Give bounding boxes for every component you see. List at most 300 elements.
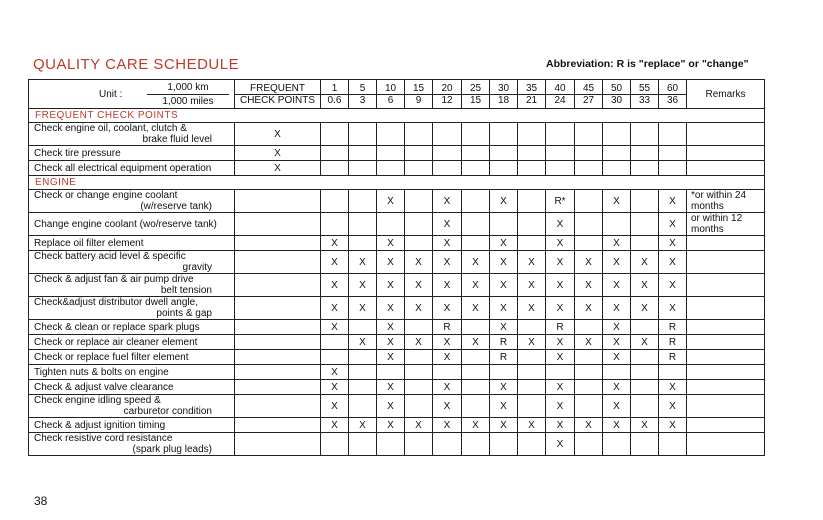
interval-mark-cell: X xyxy=(659,251,687,274)
interval-mark-cell xyxy=(405,146,433,161)
interval-mark-cell xyxy=(349,161,377,176)
interval-mark-cell xyxy=(349,190,377,213)
interval-mark-cell xyxy=(349,236,377,251)
table-row xyxy=(29,274,765,297)
interval-mark-cell: X xyxy=(377,236,405,251)
interval-mark-cell: X xyxy=(377,251,405,274)
interval-mark-cell: X xyxy=(349,274,377,297)
interval-header-cell xyxy=(349,80,377,109)
header-row xyxy=(29,80,765,109)
miles-unit-label: 1,000 miles xyxy=(162,96,214,107)
interval-mark-cell: X xyxy=(405,297,433,320)
interval-mark-cell xyxy=(462,123,490,146)
remarks-cell xyxy=(687,365,765,380)
interval-mark-cell: R* xyxy=(546,190,575,213)
interval-mark-cell xyxy=(349,320,377,335)
interval-mark-cell: X xyxy=(603,274,631,297)
interval-header-cell xyxy=(433,80,462,109)
frequent-check-cell xyxy=(235,433,321,456)
table-row xyxy=(29,297,765,320)
remarks-cell: or within 12 months xyxy=(687,213,765,236)
interval-mark-cell xyxy=(575,395,603,418)
interval-mark-cell xyxy=(659,433,687,456)
interval-mark-cell: X xyxy=(575,274,603,297)
item-description-line1: Check or replace air cleaner element xyxy=(34,336,198,348)
interval-mark-cell: X xyxy=(546,297,575,320)
item-description xyxy=(29,350,235,365)
interval-mark-cell: X xyxy=(546,213,575,236)
interval-km-value: 40 xyxy=(546,83,574,95)
interval-mark-cell xyxy=(462,433,490,456)
section-header-row xyxy=(29,176,765,190)
interval-mile-value: 36 xyxy=(666,94,679,106)
interval-mark-cell: X xyxy=(490,297,518,320)
interval-mark-cell: X xyxy=(631,418,659,433)
interval-mark-cell: X xyxy=(321,251,349,274)
interval-mark-cell xyxy=(349,380,377,395)
interval-mark-cell xyxy=(631,213,659,236)
interval-mark-cell: X xyxy=(490,251,518,274)
interval-mark-cell xyxy=(659,123,687,146)
interval-mark-cell: X xyxy=(433,236,462,251)
interval-mark-cell xyxy=(405,320,433,335)
interval-mark-cell xyxy=(377,365,405,380)
interval-mark-cell: X xyxy=(405,251,433,274)
interval-mark-cell xyxy=(405,395,433,418)
km-unit-label: 1,000 km xyxy=(147,82,229,95)
interval-mark-cell: X xyxy=(377,418,405,433)
remarks-cell xyxy=(687,395,765,418)
interval-mark-cell xyxy=(377,433,405,456)
interval-mark-cell: R xyxy=(546,320,575,335)
interval-mark-cell xyxy=(462,213,490,236)
interval-mark-cell: X xyxy=(575,418,603,433)
remarks-cell xyxy=(687,146,765,161)
interval-mark-cell xyxy=(377,146,405,161)
interval-mark-cell xyxy=(405,433,433,456)
item-description-line1: Replace oil filter element xyxy=(34,237,144,249)
maintenance-schedule-table xyxy=(28,79,765,456)
interval-mark-cell: X xyxy=(377,274,405,297)
interval-mark-cell: X xyxy=(603,335,631,350)
interval-header-cell xyxy=(631,80,659,109)
interval-km-value: 5 xyxy=(349,83,376,95)
interval-km-value: 20 xyxy=(433,83,461,95)
item-description-line1: Check all electrical equipment operation xyxy=(34,162,212,174)
interval-km-value: 30 xyxy=(490,83,517,95)
interval-mark-cell xyxy=(405,236,433,251)
item-description xyxy=(29,297,235,320)
interval-mark-cell xyxy=(603,433,631,456)
interval-mile-value: 6 xyxy=(387,94,394,106)
table-row xyxy=(29,433,765,456)
item-description-line1: Check & adjust ignition timing xyxy=(34,419,166,431)
interval-mark-cell: X xyxy=(546,251,575,274)
interval-mark-cell: R xyxy=(433,320,462,335)
frequent-check-cell xyxy=(235,335,321,350)
item-description-line2: carburetor condition xyxy=(123,406,212,417)
interval-mark-cell xyxy=(433,123,462,146)
interval-mark-cell xyxy=(349,146,377,161)
interval-mile-value: 24 xyxy=(554,94,566,106)
interval-mark-cell xyxy=(405,190,433,213)
interval-mark-cell xyxy=(518,236,546,251)
interval-mark-cell: X xyxy=(377,297,405,320)
interval-mark-cell xyxy=(631,236,659,251)
remarks-cell xyxy=(687,274,765,297)
interval-mark-cell xyxy=(321,123,349,146)
interval-mark-cell xyxy=(575,433,603,456)
interval-mark-cell xyxy=(546,365,575,380)
interval-mark-cell: X xyxy=(546,335,575,350)
interval-mark-cell xyxy=(575,236,603,251)
interval-mark-cell xyxy=(349,123,377,146)
interval-mark-cell xyxy=(433,161,462,176)
interval-km-value: 10 xyxy=(377,83,404,95)
table-row xyxy=(29,395,765,418)
interval-mark-cell xyxy=(321,146,349,161)
interval-mark-cell xyxy=(575,213,603,236)
interval-mark-cell: R xyxy=(490,350,518,365)
interval-km-value: 45 xyxy=(575,83,602,95)
interval-mark-cell: X xyxy=(603,297,631,320)
interval-mark-cell: X xyxy=(321,365,349,380)
interval-header-cell xyxy=(405,80,433,109)
interval-mile-value: 15 xyxy=(469,94,482,106)
interval-mark-cell: X xyxy=(546,433,575,456)
interval-mark-cell: X xyxy=(631,251,659,274)
frequent-check-cell: X xyxy=(235,161,321,176)
interval-km-value: 15 xyxy=(405,83,432,95)
interval-mark-cell xyxy=(321,213,349,236)
interval-mark-cell xyxy=(631,350,659,365)
interval-mark-cell xyxy=(405,350,433,365)
frequent-check-cell xyxy=(235,380,321,395)
interval-mark-cell xyxy=(377,213,405,236)
item-description xyxy=(29,251,235,274)
interval-mark-cell xyxy=(518,320,546,335)
interval-mark-cell: R xyxy=(659,350,687,365)
interval-mark-cell: X xyxy=(603,350,631,365)
interval-mark-cell: X xyxy=(321,418,349,433)
item-description xyxy=(29,395,235,418)
interval-mark-cell: X xyxy=(603,320,631,335)
interval-mark-cell: X xyxy=(575,335,603,350)
table-row xyxy=(29,161,765,176)
interval-mark-cell xyxy=(377,161,405,176)
interval-mark-cell: X xyxy=(546,236,575,251)
interval-mark-cell xyxy=(349,213,377,236)
interval-km-value: 50 xyxy=(603,83,630,95)
interval-mark-cell: X xyxy=(321,274,349,297)
interval-mile-value: 33 xyxy=(638,94,651,106)
interval-mark-cell xyxy=(518,146,546,161)
interval-mark-cell: X xyxy=(349,251,377,274)
item-description xyxy=(29,433,235,456)
remarks-cell xyxy=(687,418,765,433)
item-description-line1: Check engine idling speed & xyxy=(34,395,161,406)
item-description-line2: (spark plug leads) xyxy=(132,444,212,455)
interval-mark-cell: X xyxy=(462,297,490,320)
interval-mark-cell xyxy=(575,380,603,395)
remarks-cell xyxy=(687,297,765,320)
interval-mark-cell xyxy=(603,213,631,236)
interval-mark-cell: X xyxy=(546,395,575,418)
item-description xyxy=(29,320,235,335)
interval-mark-cell: X xyxy=(462,251,490,274)
interval-mark-cell xyxy=(659,365,687,380)
frequent-check-cell xyxy=(235,274,321,297)
item-description-line1: Check & adjust fan & air pump drive xyxy=(34,274,194,285)
item-description xyxy=(29,274,235,297)
frequent-header-line2: CHECK POINTS xyxy=(239,94,315,106)
interval-mark-cell: X xyxy=(659,236,687,251)
interval-mark-cell: X xyxy=(433,418,462,433)
interval-mark-cell: X xyxy=(490,274,518,297)
interval-km-value: 1 xyxy=(321,83,348,95)
interval-mark-cell: X xyxy=(349,335,377,350)
interval-mark-cell xyxy=(546,161,575,176)
interval-mark-cell xyxy=(377,123,405,146)
remarks-cell xyxy=(687,236,765,251)
interval-mark-cell: X xyxy=(631,335,659,350)
frequent-check-cell xyxy=(235,395,321,418)
table-row xyxy=(29,335,765,350)
interval-mile-value: 0.6 xyxy=(327,94,342,106)
frequent-check-cell xyxy=(235,236,321,251)
interval-mark-cell xyxy=(462,395,490,418)
frequent-check-cell xyxy=(235,350,321,365)
interval-mark-cell xyxy=(462,146,490,161)
item-description-line1: Check & clean or replace spark plugs xyxy=(34,321,200,333)
item-description xyxy=(29,213,235,236)
interval-mark-cell xyxy=(575,190,603,213)
interval-mark-cell xyxy=(490,433,518,456)
item-description xyxy=(29,418,235,433)
interval-mark-cell: X xyxy=(490,395,518,418)
interval-mark-cell: X xyxy=(659,380,687,395)
frequent-header-cell xyxy=(235,80,321,109)
interval-mark-cell: X xyxy=(518,418,546,433)
frequent-check-cell xyxy=(235,251,321,274)
section-title: ENGINE xyxy=(29,176,235,190)
table-row xyxy=(29,146,765,161)
remarks-cell xyxy=(687,380,765,395)
table-row xyxy=(29,213,765,236)
interval-mark-cell: X xyxy=(659,213,687,236)
item-description-line1: Check battery acid level & specific xyxy=(34,251,186,262)
interval-mark-cell xyxy=(603,365,631,380)
frequent-check-cell xyxy=(235,365,321,380)
frequent-check-cell xyxy=(235,418,321,433)
interval-header-cell xyxy=(490,80,518,109)
interval-mile-value: 18 xyxy=(497,94,510,106)
interval-mark-cell xyxy=(631,320,659,335)
interval-mark-cell: X xyxy=(659,274,687,297)
interval-mark-cell: X xyxy=(518,335,546,350)
item-description-line1: Check & adjust valve clearance xyxy=(34,381,174,393)
frequent-check-cell: X xyxy=(235,123,321,146)
item-description xyxy=(29,236,235,251)
interval-mark-cell: X xyxy=(490,418,518,433)
interval-mark-cell: X xyxy=(377,190,405,213)
interval-header-cell xyxy=(462,80,490,109)
table-row xyxy=(29,350,765,365)
remarks-header: Remarks xyxy=(687,80,765,109)
interval-mark-cell xyxy=(405,213,433,236)
interval-mark-cell: X xyxy=(405,274,433,297)
interval-mark-cell: X xyxy=(603,251,631,274)
interval-mark-cell: X xyxy=(433,335,462,350)
interval-mark-cell: X xyxy=(603,236,631,251)
interval-mile-value: 21 xyxy=(525,94,538,106)
frequent-check-cell xyxy=(235,320,321,335)
interval-mark-cell xyxy=(631,433,659,456)
interval-mark-cell xyxy=(518,433,546,456)
interval-header-cell xyxy=(659,80,687,109)
interval-mark-cell xyxy=(603,161,631,176)
interval-mark-cell: X xyxy=(405,418,433,433)
item-description-line2: belt tension xyxy=(160,285,212,296)
interval-mark-cell xyxy=(490,213,518,236)
interval-mark-cell xyxy=(462,365,490,380)
item-description xyxy=(29,380,235,395)
interval-mark-cell: X xyxy=(321,320,349,335)
interval-mark-cell xyxy=(405,380,433,395)
interval-mark-cell xyxy=(321,350,349,365)
interval-mark-cell xyxy=(490,365,518,380)
interval-mark-cell: X xyxy=(603,418,631,433)
interval-km-value: 25 xyxy=(462,83,489,95)
interval-mark-cell xyxy=(631,395,659,418)
table-row xyxy=(29,123,765,146)
item-description-line2: points & gap xyxy=(156,308,212,319)
interval-mark-cell xyxy=(490,161,518,176)
interval-mark-cell xyxy=(631,146,659,161)
interval-mark-cell: X xyxy=(433,213,462,236)
interval-mark-cell: X xyxy=(433,380,462,395)
interval-mark-cell: X xyxy=(321,380,349,395)
item-description-line1: Check&adjust distributor dwell angle, xyxy=(34,297,198,308)
interval-header-cell xyxy=(603,80,631,109)
interval-mark-cell xyxy=(518,123,546,146)
item-description-line1: Check or change engine coolant xyxy=(34,190,178,201)
remarks-cell xyxy=(687,161,765,176)
interval-mark-cell: X xyxy=(490,190,518,213)
interval-mark-cell: X xyxy=(659,297,687,320)
interval-mark-cell: X xyxy=(377,350,405,365)
interval-mark-cell xyxy=(349,350,377,365)
interval-mark-cell xyxy=(518,161,546,176)
interval-mark-cell: X xyxy=(518,274,546,297)
interval-mark-cell xyxy=(546,123,575,146)
interval-mark-cell xyxy=(462,320,490,335)
interval-mile-value: 30 xyxy=(610,94,623,106)
interval-mark-cell: X xyxy=(433,297,462,320)
interval-mark-cell xyxy=(575,320,603,335)
interval-mark-cell: X xyxy=(659,190,687,213)
interval-mark-cell: X xyxy=(462,335,490,350)
interval-mark-cell xyxy=(575,350,603,365)
item-description xyxy=(29,365,235,380)
interval-mark-cell xyxy=(546,146,575,161)
section-title: FREQUENT CHECK POINTS xyxy=(29,109,235,123)
interval-mark-cell xyxy=(321,335,349,350)
item-description xyxy=(29,190,235,213)
item-description-line2: brake fluid level xyxy=(142,134,212,145)
frequent-check-cell xyxy=(235,213,321,236)
interval-mark-cell: X xyxy=(546,350,575,365)
unit-header-cell xyxy=(29,80,235,109)
interval-mark-cell xyxy=(462,350,490,365)
interval-mark-cell: X xyxy=(546,380,575,395)
interval-mark-cell xyxy=(433,146,462,161)
interval-mark-cell xyxy=(518,380,546,395)
interval-mark-cell xyxy=(462,380,490,395)
frequent-check-cell xyxy=(235,297,321,320)
item-description-line1: Check engine oil, coolant, clutch & xyxy=(34,123,187,134)
interval-mark-cell: R xyxy=(490,335,518,350)
table-row xyxy=(29,365,765,380)
frequent-check-cell xyxy=(235,190,321,213)
interval-mile-value: 12 xyxy=(441,94,453,106)
interval-mile-value: 3 xyxy=(359,94,366,106)
interval-mark-cell: X xyxy=(659,395,687,418)
item-description-line1: Tighten nuts & bolts on engine xyxy=(34,366,169,378)
unit-label: Unit : xyxy=(99,89,123,100)
interval-mark-cell xyxy=(659,146,687,161)
abbreviation-note: Abbreviation: R is "replace" or "change" xyxy=(546,58,749,70)
interval-mark-cell xyxy=(349,365,377,380)
interval-mark-cell: X xyxy=(603,395,631,418)
item-description-line2: gravity xyxy=(182,262,212,273)
page-title: QUALITY CARE SCHEDULE xyxy=(33,56,240,73)
interval-mark-cell: X xyxy=(631,297,659,320)
interval-mark-cell: X xyxy=(377,395,405,418)
interval-mark-cell: X xyxy=(546,274,575,297)
interval-mark-cell xyxy=(433,433,462,456)
table-row xyxy=(29,380,765,395)
interval-mark-cell: X xyxy=(433,274,462,297)
interval-mark-cell xyxy=(490,123,518,146)
interval-mark-cell: X xyxy=(321,297,349,320)
interval-mark-cell xyxy=(518,395,546,418)
table-row xyxy=(29,320,765,335)
interval-mark-cell xyxy=(433,365,462,380)
interval-mark-cell xyxy=(631,365,659,380)
interval-mark-cell: X xyxy=(490,236,518,251)
interval-mark-cell xyxy=(462,190,490,213)
interval-mark-cell xyxy=(518,365,546,380)
item-description xyxy=(29,161,235,176)
interval-mark-cell: R xyxy=(659,335,687,350)
interval-header-cell xyxy=(575,80,603,109)
table-row xyxy=(29,236,765,251)
remarks-cell xyxy=(687,123,765,146)
interval-mark-cell: X xyxy=(349,297,377,320)
remarks-cell xyxy=(687,350,765,365)
interval-mark-cell xyxy=(603,146,631,161)
interval-mark-cell xyxy=(349,433,377,456)
interval-mark-cell xyxy=(659,161,687,176)
interval-mile-value: 27 xyxy=(582,94,595,106)
interval-mark-cell xyxy=(518,350,546,365)
interval-mile-value: 9 xyxy=(415,94,422,106)
interval-mark-cell xyxy=(490,146,518,161)
table-row xyxy=(29,251,765,274)
interval-mark-cell: X xyxy=(462,418,490,433)
interval-mark-cell xyxy=(518,190,546,213)
